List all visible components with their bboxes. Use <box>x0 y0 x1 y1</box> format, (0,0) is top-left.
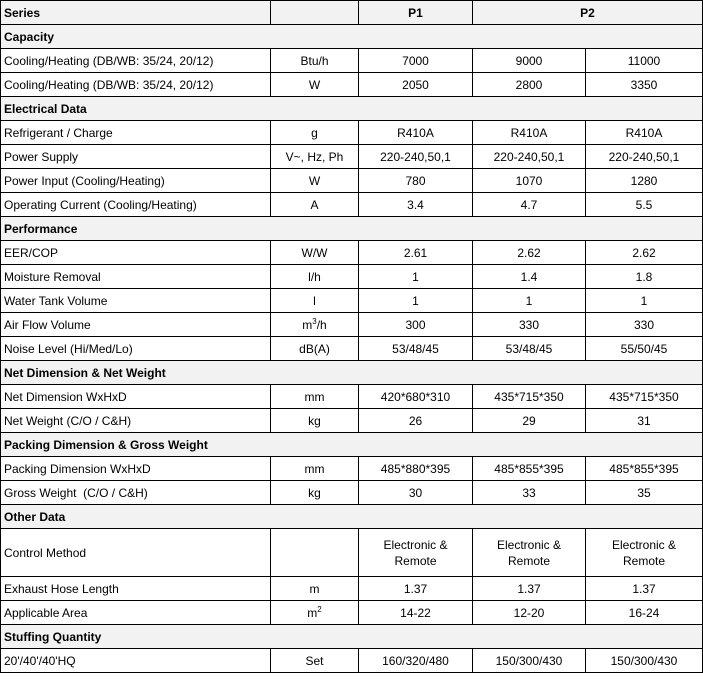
table-row <box>1 121 703 145</box>
value-cell: 160/320/480 <box>359 649 473 673</box>
row-label: 20'/40'/40'HQ <box>1 649 271 673</box>
table-row <box>1 649 703 673</box>
value-cell: 150/300/430 <box>473 649 586 673</box>
value-cell: 2.62 <box>473 241 586 265</box>
section-title: Electrical Data <box>1 97 703 121</box>
section-performance <box>1 217 703 241</box>
value-cell: 1.4 <box>473 265 586 289</box>
row-label: EER/COP <box>1 241 271 265</box>
row-label: Refrigerant / Charge <box>1 121 271 145</box>
value-cell: 1070 <box>473 169 586 193</box>
table-row <box>1 481 703 505</box>
value-cell: 420*680*310 <box>359 385 473 409</box>
table-row <box>1 73 703 97</box>
row-label: Cooling/Heating (DB/WB: 35/24, 20/12) <box>1 49 271 73</box>
row-unit: mm <box>271 457 359 481</box>
table-row <box>1 337 703 361</box>
value-cell: 2050 <box>359 73 473 97</box>
value-cell: 53/48/45 <box>359 337 473 361</box>
table-row <box>1 601 703 625</box>
value-cell: 29 <box>473 409 586 433</box>
section-title: Capacity <box>1 25 703 49</box>
section-stuffing <box>1 625 703 649</box>
value-cell: 12-20 <box>473 601 586 625</box>
table-row <box>1 289 703 313</box>
unit-base: m <box>302 317 313 332</box>
value-cell: 1.37 <box>473 577 586 601</box>
series-label: Series <box>1 1 271 25</box>
value-cell: 300 <box>359 313 473 337</box>
value-cell: 1.37 <box>359 577 473 601</box>
value-cell: 11000 <box>586 49 703 73</box>
section-capacity <box>1 25 703 49</box>
value-cell: 1280 <box>586 169 703 193</box>
table-row <box>1 49 703 73</box>
table-row <box>1 409 703 433</box>
value-cell: 1 <box>473 289 586 313</box>
row-label: Exhaust Hose Length <box>1 577 271 601</box>
table-row <box>1 241 703 265</box>
value-cell: 435*715*350 <box>473 385 586 409</box>
value-cell <box>473 529 586 577</box>
value-cell: 30 <box>359 481 473 505</box>
value-cell: 485*855*395 <box>586 457 703 481</box>
value-cell: 1 <box>359 289 473 313</box>
row-unit: kg <box>271 481 359 505</box>
table-row <box>1 169 703 193</box>
row-label: Air Flow Volume <box>1 313 271 337</box>
value-cell: 31 <box>586 409 703 433</box>
row-label: Operating Current (Cooling/Heating) <box>1 193 271 217</box>
value-cell: 5.5 <box>586 193 703 217</box>
value-line: Remote <box>394 553 437 568</box>
row-unit: g <box>271 121 359 145</box>
unit-base: m <box>307 605 318 620</box>
row-unit: Set <box>271 649 359 673</box>
value-cell: 3.4 <box>359 193 473 217</box>
table-row <box>1 577 703 601</box>
row-label: Applicable Area <box>1 601 271 625</box>
row-unit: V~, Hz, Ph <box>271 145 359 169</box>
value-cell: 14-22 <box>359 601 473 625</box>
row-label: Water Tank Volume <box>1 289 271 313</box>
section-net-dimension <box>1 361 703 385</box>
value-cell: 9000 <box>473 49 586 73</box>
table-row <box>1 385 703 409</box>
value-cell: 1.8 <box>586 265 703 289</box>
value-cell: 26 <box>359 409 473 433</box>
unit-tail: /h <box>316 317 327 332</box>
model-p1: P1 <box>359 1 473 25</box>
section-title: Other Data <box>1 505 703 529</box>
row-label: Gross Weight (C/O / C&H) <box>1 481 271 505</box>
row-unit: kg <box>271 409 359 433</box>
section-electrical <box>1 97 703 121</box>
value-cell: 2.62 <box>586 241 703 265</box>
section-other <box>1 505 703 529</box>
value-cell: 220-240,50,1 <box>586 145 703 169</box>
value-line: Electronic & <box>611 537 677 552</box>
row-unit <box>271 601 359 625</box>
table-row <box>1 265 703 289</box>
value-line: Remote <box>507 553 551 568</box>
row-label: Net Dimension WxHxD <box>1 385 271 409</box>
row-label: Power Supply <box>1 145 271 169</box>
section-title: Net Dimension & Net Weight <box>1 361 703 385</box>
value-cell: R410A <box>473 121 586 145</box>
value-cell <box>586 529 703 577</box>
table-row <box>1 313 703 337</box>
row-unit: W <box>271 73 359 97</box>
header-row <box>1 1 703 25</box>
row-unit: dB(A) <box>271 337 359 361</box>
row-label: Packing Dimension WxHxD <box>1 457 271 481</box>
row-unit: Btu/h <box>271 49 359 73</box>
row-label: Control Method <box>1 529 271 577</box>
value-cell: 1 <box>359 265 473 289</box>
value-cell: 1.37 <box>586 577 703 601</box>
value-line: Electronic & <box>496 537 562 552</box>
section-packing <box>1 433 703 457</box>
row-label: Moisture Removal <box>1 265 271 289</box>
value-line: Electronic & <box>383 537 448 552</box>
row-label: Cooling/Heating (DB/WB: 35/24, 20/12) <box>1 73 271 97</box>
row-unit: W/W <box>271 241 359 265</box>
value-cell: 4.7 <box>473 193 586 217</box>
row-unit: W <box>271 169 359 193</box>
value-cell: 1 <box>586 289 703 313</box>
value-cell: 485*855*395 <box>473 457 586 481</box>
value-cell: 35 <box>586 481 703 505</box>
value-cell: 2.61 <box>359 241 473 265</box>
value-cell: 55/50/45 <box>586 337 703 361</box>
model-p2: P2 <box>473 1 703 25</box>
unit-superscript: 2 <box>317 604 322 614</box>
section-title: Packing Dimension & Gross Weight <box>1 433 703 457</box>
value-cell: 33 <box>473 481 586 505</box>
value-cell: 16-24 <box>586 601 703 625</box>
value-cell: 220-240,50,1 <box>359 145 473 169</box>
row-unit: l/h <box>271 265 359 289</box>
row-unit: l <box>271 289 359 313</box>
table-row <box>1 529 703 577</box>
value-cell: R410A <box>586 121 703 145</box>
value-cell: 2800 <box>473 73 586 97</box>
value-cell: 780 <box>359 169 473 193</box>
row-unit <box>271 529 359 577</box>
table-row <box>1 457 703 481</box>
value-cell: 435*715*350 <box>586 385 703 409</box>
section-title: Stuffing Quantity <box>1 625 703 649</box>
header-unit-cell <box>271 1 359 25</box>
table-row <box>1 145 703 169</box>
row-label: Power Input (Cooling/Heating) <box>1 169 271 193</box>
table-row <box>1 193 703 217</box>
value-cell <box>359 529 473 577</box>
value-line: Remote <box>622 553 666 568</box>
section-title: Performance <box>1 217 703 241</box>
value-cell: 7000 <box>359 49 473 73</box>
row-unit <box>271 313 359 337</box>
value-cell: 220-240,50,1 <box>473 145 586 169</box>
row-label: Net Weight (C/O / C&H) <box>1 409 271 433</box>
unit-superscript: 3 <box>312 316 317 326</box>
row-unit: mm <box>271 385 359 409</box>
value-cell: 330 <box>473 313 586 337</box>
value-cell: 3350 <box>586 73 703 97</box>
value-cell: 330 <box>586 313 703 337</box>
row-unit: m <box>271 577 359 601</box>
value-cell: R410A <box>359 121 473 145</box>
value-cell: 150/300/430 <box>586 649 703 673</box>
value-cell: 53/48/45 <box>473 337 586 361</box>
row-label: Noise Level (Hi/Med/Lo) <box>1 337 271 361</box>
row-unit: A <box>271 193 359 217</box>
value-cell: 485*880*395 <box>359 457 473 481</box>
